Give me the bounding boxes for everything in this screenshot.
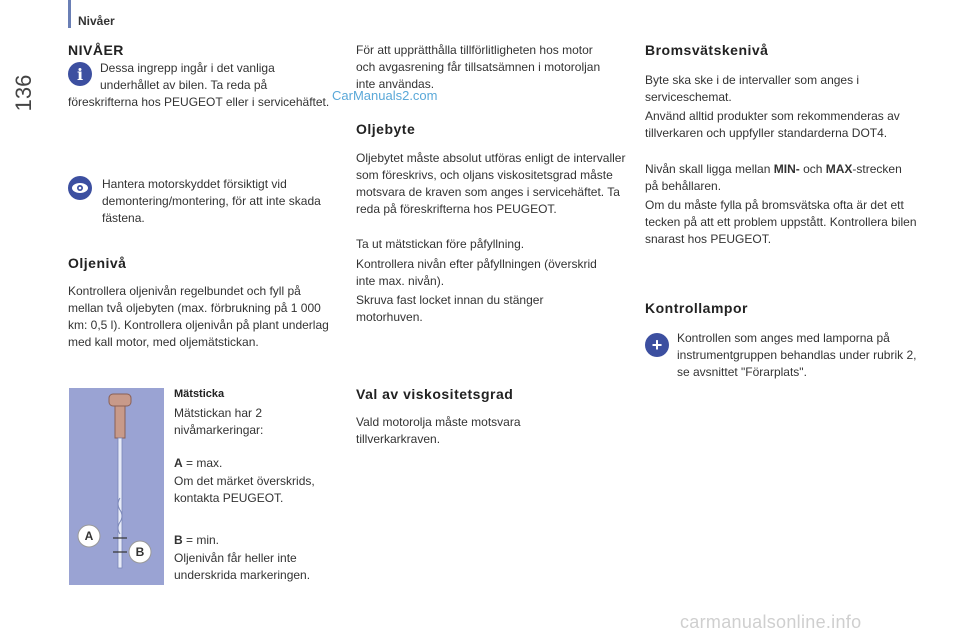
dipstick-b-note: Oljenivån får heller inte underskrida markeringen. <box>174 551 311 582</box>
oil-change-p3: Kontrollera nivån efter påfyllningen (överskrid inte max. nivån). <box>356 257 597 288</box>
dipstick-b-line <box>174 532 334 549</box>
page-title: NIVÅER <box>68 42 124 58</box>
dipstick-title: Mätsticka <box>174 388 225 400</box>
dipstick-label-a: A <box>84 529 94 543</box>
oil-change-p4: Skruva fast locket innan du stänger motorhuven. <box>356 293 544 324</box>
watermark-top: CarManuals2.com <box>332 88 438 103</box>
oil-level-text: Kontrollera oljenivån regelbundet och fyll på mellan två oljebyten (max. förbrukning på 1 000 km: 0,5 l). Kontrollera oljenivån på plant underlag med kall motor, med oljemätstickan. <box>68 284 329 349</box>
info-text-line2: underhållet av bilen. Ta reda på <box>100 78 268 92</box>
dipstick-a-line <box>174 455 334 472</box>
oil-change-p2: Ta ut mätstickan före påfyllning. <box>356 237 525 251</box>
brake-min-label: MIN- <box>773 162 800 176</box>
oil-change-p1: Oljebytet måste absolut utföras enligt de intervaller som föreskrivs, och oljans viskositetsgrad måste motsvara de kraven som anges i servicehäftet. Ta reda på föreskrifterna hos PEUGEOT. <box>356 151 626 216</box>
watermark-bottom: carmanualsonline.info <box>680 612 862 632</box>
viscosity-text: Vald motorolja måste motsvara tillverkarkraven. <box>356 415 521 446</box>
brake-p1: Byte ska ske i de intervaller som anges i serviceschemat. <box>645 73 860 104</box>
info-text-line1: Dessa ingrepp ingår i det vanliga <box>100 61 275 75</box>
brake-p3-post: -strecken på behållaren. <box>645 162 902 193</box>
dipstick-label-b: B <box>135 545 145 559</box>
warning-lamps-text: Kontrollen som anges med lamporna på instrumentgruppen behandlas under rubrik 2, se avsnittet "Förarplats". <box>677 331 917 379</box>
brake-p2: Använd alltid produkter som rekommenderas av tillverkaren och uppfyller standarderna DOT4. <box>645 109 900 140</box>
page-number: 136 <box>11 74 36 112</box>
page-number-container <box>10 72 38 112</box>
brake-p3-mid: och <box>799 162 826 176</box>
header-accent-bar <box>68 0 71 28</box>
dipstick-illustration <box>69 388 164 585</box>
dipstick-a-key: A <box>174 456 183 470</box>
dipstick-a-text: = max. <box>182 456 223 470</box>
warning-lamps-title: Kontrollampor <box>645 300 748 316</box>
oil-level-title: Oljenivå <box>68 255 127 271</box>
brake-max-label: MAX <box>825 162 853 176</box>
brake-p3 <box>645 161 915 195</box>
info-icon: i <box>68 62 92 86</box>
dipstick-b-text: = min. <box>182 533 220 547</box>
info-text-rest: föreskrifterna hos PEUGEOT eller i servicehäftet. <box>68 95 330 109</box>
additives-note: För att upprätthålla tillförlitligheten hos motor och avgasrening får tillsatsämnen i motoroljan inte användas. <box>356 43 601 91</box>
brake-p3-pre: Nivån skall ligga mellan <box>645 162 774 176</box>
dipstick-text: Mätstickan har 2 nivåmarkeringar: <box>174 406 264 437</box>
eye-icon <box>68 176 92 200</box>
brake-p4: Om du måste fylla på bromsvätska ofta är det ett tecken på att ett problem uppstått. Kontrollera bilen snarast hos PEUGEOT. <box>645 198 917 246</box>
oil-change-title: Oljebyte <box>356 121 416 137</box>
dipstick-b-key: B <box>174 533 183 547</box>
viscosity-title: Val av viskositetsgrad <box>356 386 514 402</box>
dipstick-a-note: Om det märket överskrids, kontakta PEUGEOT. <box>174 474 315 505</box>
section-label: Nivåer <box>78 14 115 28</box>
plus-icon: + <box>645 333 669 357</box>
brake-fluid-title: Bromsvätskenivå <box>645 42 769 58</box>
warning-text: Hantera motorskyddet försiktigt vid demontering/montering, för att inte skada fästena. <box>102 177 321 225</box>
